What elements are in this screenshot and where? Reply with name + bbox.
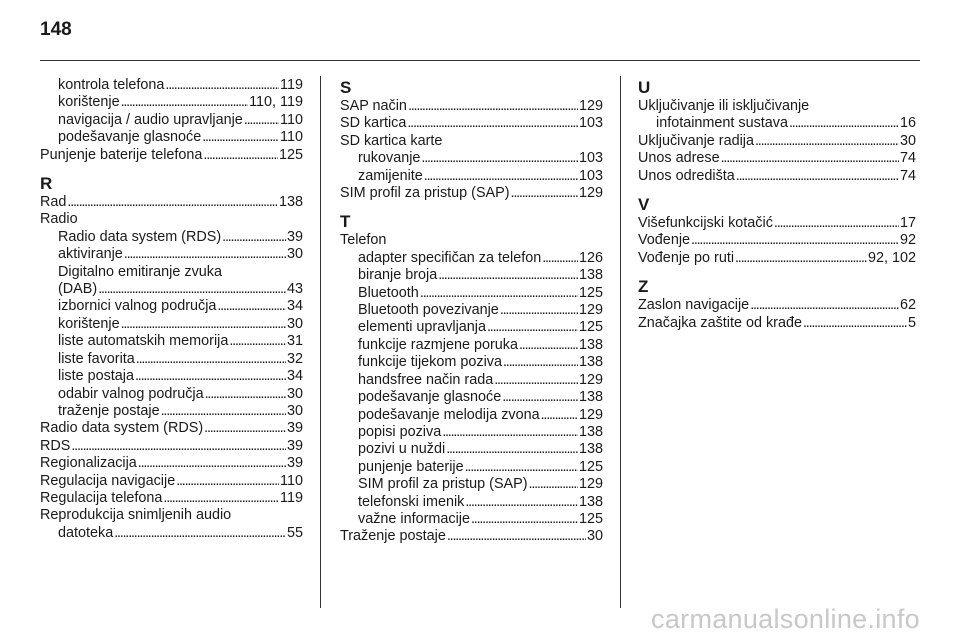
- index-term: Regulacija navigacije: [40, 472, 176, 489]
- index-term: podešavanje glasnoće: [58, 129, 202, 146]
- dot-leader: [229, 333, 286, 350]
- index-letter-heading: U: [638, 78, 651, 97]
- index-term: kontrola telefona: [58, 77, 165, 93]
- dot-leader: [774, 215, 899, 232]
- page-reference: 129: [578, 371, 603, 388]
- dot-leader: [503, 354, 578, 371]
- index-term: Značajka zaštite od krađe: [638, 314, 802, 331]
- index-entry-heading: Radio: [40, 211, 78, 228]
- index-term: aktiviranje: [58, 246, 123, 263]
- dot-leader: [424, 168, 578, 185]
- page-reference: 138: [578, 354, 603, 371]
- index-letter-heading: V: [638, 195, 650, 215]
- index-term: rukovanje: [358, 150, 421, 167]
- index-subentry: [40, 368, 303, 385]
- dot-leader: [465, 494, 578, 511]
- index-entry: [340, 185, 603, 202]
- page-reference: 103: [578, 115, 603, 132]
- index-term: navigacija / audio upravljanje: [58, 111, 243, 128]
- index-term: liste automatskih memorija: [58, 333, 229, 350]
- index-term: popisi poziva: [358, 423, 442, 440]
- index-entry: [638, 150, 916, 167]
- page-reference: 125: [278, 146, 303, 163]
- index-subentry: [340, 476, 603, 493]
- dot-leader: [519, 337, 578, 354]
- index-term: elementi upravljanja: [358, 319, 486, 336]
- page-reference: 92: [899, 232, 916, 249]
- index-subentry: [340, 285, 603, 302]
- dot-leader: [736, 168, 899, 185]
- index-subentry: [40, 246, 303, 263]
- index-term: funkcije razmjene poruka: [358, 336, 518, 353]
- index-subentry: [340, 441, 603, 458]
- index-entry: [638, 250, 916, 267]
- dot-leader: [124, 246, 286, 263]
- index-subentry: [40, 351, 303, 368]
- dot-leader: [408, 98, 578, 115]
- page-reference: 129: [578, 185, 603, 202]
- index-entry: [340, 115, 603, 132]
- dot-leader: [71, 438, 286, 455]
- page-reference: 125: [578, 510, 603, 527]
- dot-leader: [750, 297, 899, 314]
- index-term: važne informacije: [358, 510, 470, 527]
- dot-leader: [511, 185, 578, 202]
- dot-leader: [121, 316, 286, 333]
- page-reference: 119: [280, 77, 303, 93]
- index-subentry: [40, 281, 303, 298]
- dot-leader: [502, 389, 578, 406]
- index-entry: [40, 420, 303, 437]
- index-term: Vođenje po ruti: [638, 249, 735, 266]
- column-divider-1: [320, 76, 321, 608]
- index-term: Zaslon navigacije: [638, 297, 750, 314]
- page-reference: 110: [280, 111, 303, 128]
- index-entry: [638, 297, 916, 314]
- page-reference: 17: [899, 215, 916, 232]
- page-reference: 138: [578, 441, 603, 458]
- dot-leader: [205, 386, 286, 403]
- page-reference: 138: [578, 336, 603, 353]
- page-reference: 43: [286, 281, 303, 298]
- index-term: Punjenje baterije telefona: [40, 146, 203, 163]
- index-term: SAP način: [340, 98, 407, 114]
- dot-leader: [755, 133, 899, 150]
- index-subentry: [340, 302, 603, 319]
- index-letter-heading: T: [340, 212, 351, 232]
- watermark: carmanualsonline.info: [651, 604, 920, 634]
- index-term: infotainment sustava: [656, 115, 788, 132]
- dot-leader: [735, 250, 867, 267]
- page-reference: 126: [578, 249, 603, 266]
- index-subentry: [340, 424, 603, 441]
- index-term: korištenje: [58, 315, 120, 332]
- dot-leader: [691, 232, 899, 249]
- dot-leader: [721, 150, 899, 167]
- page-number: 148: [40, 19, 72, 40]
- index-entry-heading: Reprodukcija snimljenih audio: [40, 507, 232, 524]
- index-subentry: [340, 168, 603, 185]
- index-term: adapter specifičan za telefon: [358, 249, 542, 266]
- page-reference: 138: [578, 423, 603, 440]
- index-term: Rad: [40, 194, 67, 211]
- page-reference: 119: [280, 489, 303, 506]
- page-reference: 129: [578, 406, 603, 423]
- index-term: Regionalizacija: [40, 455, 137, 472]
- page-reference: 16: [899, 115, 916, 132]
- page-reference: 129: [578, 98, 603, 114]
- dot-leader: [465, 459, 578, 476]
- dot-leader: [542, 250, 578, 267]
- index-subentry: [40, 94, 303, 111]
- dot-leader: [163, 490, 279, 507]
- index-subentry: [340, 150, 603, 167]
- index-subentry: [340, 372, 603, 389]
- dot-leader: [98, 281, 286, 298]
- index-subentry: [340, 250, 603, 267]
- index-entry: [638, 133, 916, 150]
- index-subentry: [40, 129, 303, 146]
- index-term: Regulacija telefona: [40, 489, 163, 506]
- index-entry: [40, 147, 303, 164]
- index-subentry: [340, 337, 603, 354]
- index-term: punjenje baterije: [358, 458, 464, 475]
- index-subentry: [638, 115, 916, 132]
- index-term: Unos odredišta: [638, 167, 735, 184]
- dot-leader: [500, 302, 578, 319]
- dot-leader: [222, 229, 286, 246]
- index-term: podešavanje glasnoće: [358, 389, 502, 406]
- dot-leader: [541, 407, 578, 424]
- index-term: liste postaja: [58, 368, 134, 385]
- dot-leader: [204, 420, 286, 437]
- dot-leader: [244, 112, 279, 129]
- index-subentry-heading: Digitalno emitiranje zvuka: [58, 263, 222, 280]
- index-term: Uključivanje radija: [638, 132, 754, 149]
- page-reference: 138: [578, 389, 603, 406]
- index-letter-heading: Z: [638, 277, 649, 297]
- index-term: Traženje postaje: [340, 528, 446, 545]
- dot-leader: [114, 525, 286, 542]
- index-subentry: [340, 354, 603, 371]
- index-term: pozivi u nuždi: [358, 441, 446, 458]
- index-entry: [40, 490, 303, 507]
- page-reference: 39: [286, 455, 303, 472]
- index-entry-heading: SD kartica karte: [340, 132, 443, 149]
- index-term: traženje postaje: [58, 402, 160, 419]
- page-reference: 39: [286, 228, 303, 245]
- index-subentry: [340, 459, 603, 476]
- index-subentry: [340, 494, 603, 511]
- column-divider-2: [620, 76, 621, 608]
- index-subentry: [340, 319, 603, 336]
- page-reference: 39: [286, 420, 303, 437]
- index-entry: [638, 168, 916, 185]
- page-reference: 138: [278, 194, 303, 211]
- page-reference: 30: [899, 132, 916, 149]
- page-reference: 39: [286, 437, 303, 454]
- index-subentry: [40, 525, 303, 542]
- page-reference: 92, 102: [867, 249, 916, 266]
- dot-leader: [421, 150, 578, 167]
- dot-leader: [420, 285, 578, 302]
- dot-leader: [789, 115, 899, 132]
- index-subentry: [340, 511, 603, 528]
- dot-leader: [135, 368, 286, 385]
- page-reference: 31: [286, 333, 303, 350]
- page-reference: 129: [578, 302, 603, 319]
- dot-leader: [138, 455, 286, 472]
- dot-leader: [121, 94, 249, 111]
- index-subentry: [340, 267, 603, 284]
- index-entry: [40, 438, 303, 455]
- page-reference: 62: [899, 297, 916, 314]
- dot-leader: [803, 315, 907, 332]
- index-column-1: [40, 77, 303, 542]
- page-reference: 55: [286, 524, 303, 541]
- page-reference: 138: [578, 267, 603, 284]
- dot-leader: [165, 77, 279, 94]
- index-term: izbornici valnog područja: [58, 298, 217, 315]
- index-subentry: [40, 112, 303, 129]
- dot-leader: [407, 115, 578, 132]
- index-entry: [638, 232, 916, 249]
- header-rule: [40, 60, 920, 61]
- index-entry: [340, 528, 603, 545]
- page-reference: 74: [899, 150, 916, 167]
- index-term: Višefunkcijski kotačić: [638, 215, 773, 232]
- index-term: RDS: [40, 437, 71, 454]
- index-term: SIM profil za pristup (SAP): [340, 185, 510, 202]
- dot-leader: [471, 511, 578, 528]
- dot-leader: [176, 473, 279, 490]
- index-entry: [638, 315, 916, 332]
- dot-leader: [217, 298, 286, 315]
- index-entry-heading: Telefon: [340, 232, 387, 249]
- index-term: zamijenite: [358, 167, 423, 184]
- dot-leader: [136, 351, 286, 368]
- index-term: SIM profil za pristup (SAP): [358, 476, 528, 493]
- index-term: datoteka: [58, 524, 114, 541]
- index-column-2: [340, 77, 603, 546]
- index-subentry: [40, 77, 303, 94]
- page-reference: 5: [907, 314, 916, 331]
- index-term: Radio data system (RDS): [58, 228, 222, 245]
- index-entry: [40, 194, 303, 211]
- index-term: korištenje: [58, 94, 120, 111]
- page-reference: 103: [578, 150, 603, 167]
- index-term: (DAB): [58, 281, 98, 298]
- index-term: biranje broja: [358, 267, 438, 284]
- index-subentry: [340, 407, 603, 424]
- dot-leader: [447, 528, 586, 545]
- page-reference: 30: [586, 528, 603, 545]
- index-subentry: [340, 389, 603, 406]
- page-reference: 125: [578, 284, 603, 301]
- index-entry-heading: Uključivanje ili isključivanje: [638, 98, 810, 114]
- dot-leader: [487, 319, 578, 336]
- page-reference: 30: [286, 385, 303, 402]
- page-reference: 30: [286, 315, 303, 332]
- index-letter-heading: S: [340, 78, 352, 97]
- dot-leader: [438, 267, 578, 284]
- index-term: handsfree način rada: [358, 371, 494, 388]
- page-reference: 74: [899, 167, 916, 184]
- dot-leader: [202, 129, 279, 146]
- page-reference: 32: [286, 350, 303, 367]
- dot-leader: [67, 194, 278, 211]
- page-reference: 34: [286, 368, 303, 385]
- page-reference: 103: [578, 167, 603, 184]
- page-reference: 125: [578, 458, 603, 475]
- index-letter-heading: R: [40, 174, 53, 194]
- index-term: odabir valnog područja: [58, 385, 204, 402]
- index-term: Bluetooth povezivanje: [358, 302, 499, 319]
- page-reference: 138: [578, 493, 603, 510]
- index-subentry: [40, 298, 303, 315]
- dot-leader: [446, 441, 578, 458]
- index-term: liste favorita: [58, 350, 135, 367]
- page-reference: 125: [578, 319, 603, 336]
- page-reference: 110, 119: [249, 94, 303, 111]
- dot-leader: [494, 372, 578, 389]
- index-term: Bluetooth: [358, 284, 419, 301]
- dot-leader: [442, 424, 578, 441]
- page-reference: 110: [280, 129, 303, 146]
- index-entry: [340, 98, 603, 115]
- index-subentry: [40, 316, 303, 333]
- page-reference: 30: [286, 402, 303, 419]
- index-entry: [40, 473, 303, 490]
- index-entry: [638, 215, 916, 232]
- index-subentry: [40, 386, 303, 403]
- page-reference: 34: [286, 298, 303, 315]
- page-reference: 129: [578, 476, 603, 493]
- dot-leader: [203, 147, 278, 164]
- index-term: telefonski imenik: [358, 493, 465, 510]
- index-term: Radio data system (RDS): [40, 420, 204, 437]
- index-term: SD kartica: [340, 115, 407, 132]
- index-term: Unos adrese: [638, 150, 720, 167]
- index-term: Vođenje: [638, 232, 691, 249]
- index-term: podešavanje melodija zvona: [358, 406, 540, 423]
- index-subentry: [40, 403, 303, 420]
- index-column-3: [638, 77, 916, 332]
- index-subentry: [40, 229, 303, 246]
- page-reference: 30: [286, 246, 303, 263]
- dot-leader: [529, 476, 578, 493]
- page-reference: 110: [280, 472, 303, 489]
- dot-leader: [161, 403, 286, 420]
- index-term: funkcije tijekom poziva: [358, 354, 502, 371]
- index-entry: [40, 455, 303, 472]
- index-subentry: [40, 333, 303, 350]
